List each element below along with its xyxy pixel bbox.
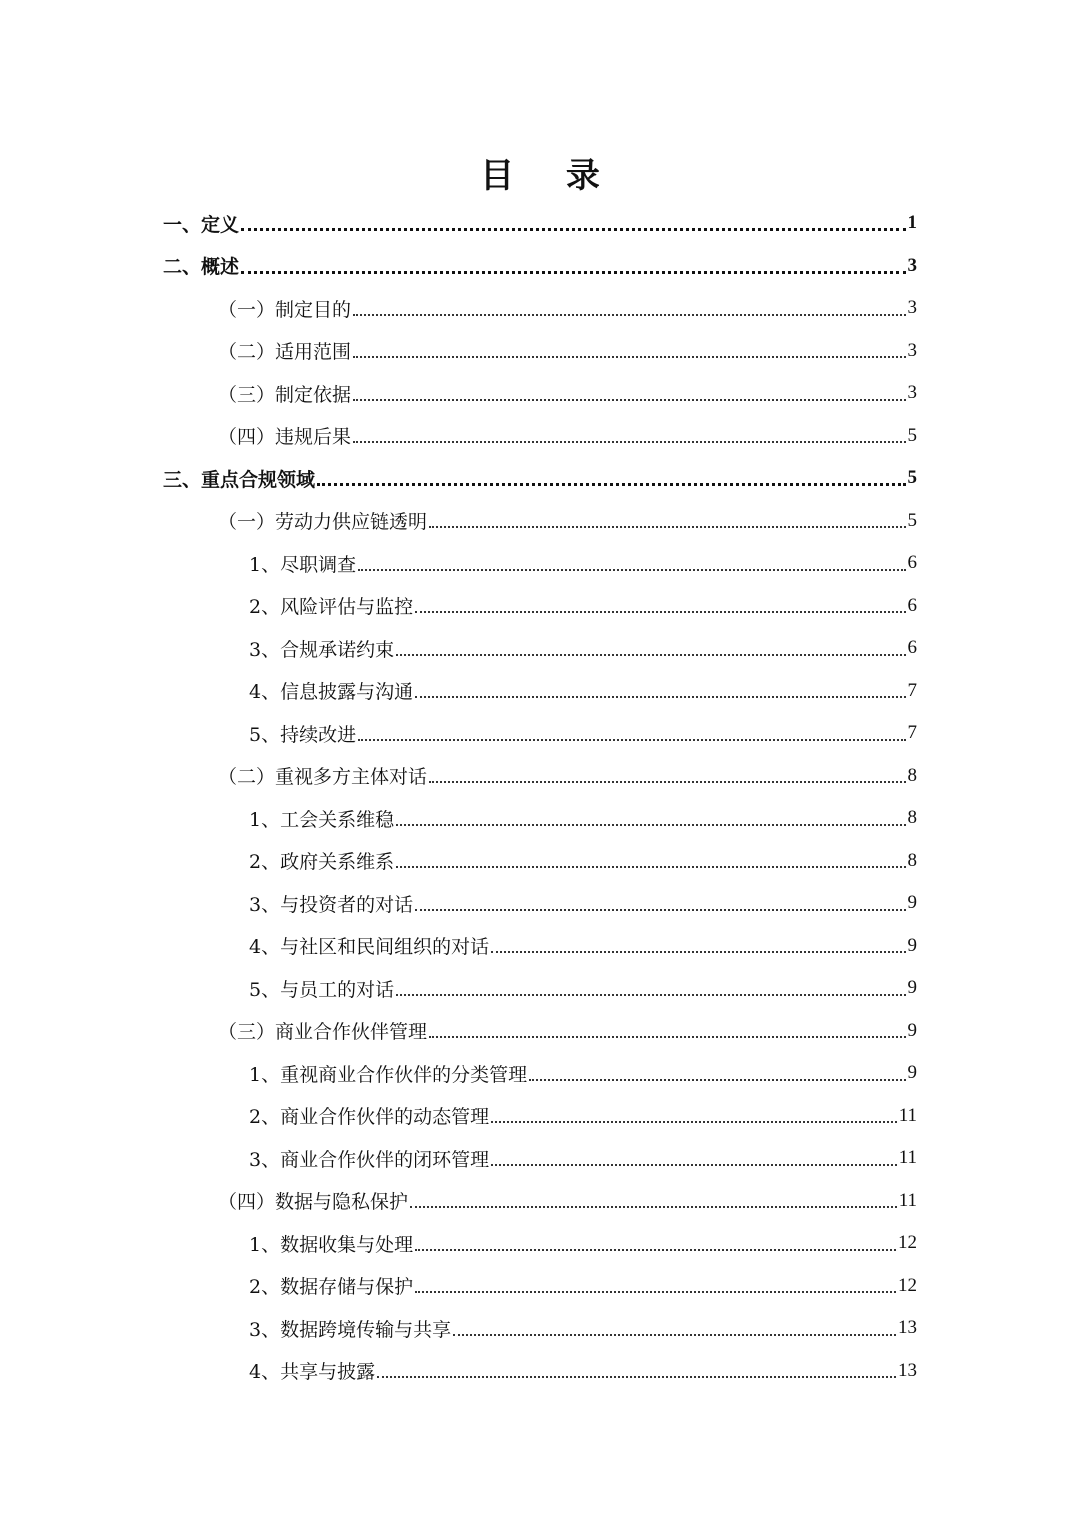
- toc-entry[interactable]: [0, 967, 917, 1010]
- toc-entry-page-number: 5: [907, 467, 917, 489]
- dot-leader: [491, 1120, 897, 1123]
- toc-entry-title: （四）数据与隐私保护: [218, 1191, 409, 1214]
- dot-leader: [491, 950, 905, 953]
- toc-entry[interactable]: [0, 500, 917, 543]
- toc-entry-page-number: 3: [907, 297, 917, 319]
- dot-leader: [410, 1205, 897, 1208]
- dot-leader: [396, 823, 905, 826]
- toc-entry-page-number: 8: [907, 807, 917, 829]
- toc-entry-title: 3、与投资者的对话: [249, 893, 414, 916]
- toc-entry-title: 1、工会关系维稳: [249, 808, 395, 831]
- toc-entry-page-number: 6: [907, 637, 917, 659]
- dot-leader: [415, 908, 905, 911]
- toc-entry-page-number: 13: [898, 1359, 917, 1381]
- dot-leader: [353, 313, 905, 316]
- dot-leader: [317, 482, 905, 486]
- toc-entry-title: 2、政府关系维系: [249, 851, 395, 874]
- toc-entry[interactable]: [0, 1265, 917, 1308]
- toc-entry[interactable]: [0, 1222, 917, 1265]
- toc-list: [0, 202, 1080, 1392]
- toc-entry-title: 4、与社区和民间组织的对话: [249, 936, 490, 959]
- toc-entry-title: 3、数据跨境传输与共享: [249, 1318, 452, 1341]
- toc-entry[interactable]: [0, 1095, 917, 1138]
- dot-leader: [241, 270, 905, 274]
- toc-entry-title: （四）违规后果: [218, 426, 352, 449]
- toc-entry[interactable]: [0, 542, 917, 585]
- dot-leader: [353, 398, 905, 401]
- toc-entry-title: （二）重视多方主体对话: [218, 766, 428, 789]
- toc-entry-title: 一、定义: [163, 213, 240, 236]
- dot-leader: [415, 610, 905, 613]
- dot-leader: [353, 440, 905, 443]
- toc-entry-title: （三）商业合作伙伴管理: [218, 1021, 428, 1044]
- toc-entry-title: （二）适用范围: [218, 341, 352, 364]
- toc-entry-page-number: 11: [898, 1189, 917, 1211]
- toc-entry-page-number: 9: [907, 1062, 917, 1084]
- toc-entry[interactable]: [0, 627, 917, 670]
- toc-entry-page-number: 3: [907, 254, 917, 276]
- dot-leader: [429, 525, 905, 528]
- toc-entry[interactable]: [0, 755, 917, 798]
- toc-entry-title: （一）制定目的: [218, 298, 352, 321]
- dot-leader: [415, 1290, 896, 1293]
- toc-entry-title: （一）劳动力供应链透明: [218, 511, 428, 534]
- toc-entry-page-number: 12: [898, 1274, 917, 1296]
- dot-leader: [396, 865, 905, 868]
- toc-entry[interactable]: [0, 840, 917, 883]
- toc-entry-page-number: 8: [907, 849, 917, 871]
- toc-entry-page-number: 7: [907, 722, 917, 744]
- toc-entry-title: 3、合规承诺约束: [249, 638, 395, 661]
- toc-entry[interactable]: [0, 585, 917, 628]
- toc-entry[interactable]: [0, 372, 917, 415]
- toc-entry[interactable]: [0, 245, 917, 288]
- toc-entry-page-number: 12: [898, 1232, 917, 1254]
- toc-entry[interactable]: [0, 882, 917, 925]
- toc-entry-page-number: 11: [898, 1147, 917, 1169]
- toc-entry[interactable]: [0, 1052, 917, 1095]
- dot-leader: [529, 1078, 905, 1081]
- toc-entry[interactable]: [0, 925, 917, 968]
- toc-entry[interactable]: [0, 287, 917, 330]
- dot-leader: [429, 780, 905, 783]
- toc-entry[interactable]: [0, 797, 917, 840]
- toc-entry-page-number: 6: [907, 552, 917, 574]
- dot-leader: [453, 1333, 896, 1336]
- toc-entry-page-number: 6: [907, 594, 917, 616]
- toc-entry-title: 2、商业合作伙伴的动态管理: [249, 1106, 490, 1129]
- toc-entry-page-number: 5: [907, 424, 917, 446]
- toc-entry-title: 1、尽职调查: [249, 553, 357, 576]
- toc-entry-title: 1、重视商业合作伙伴的分类管理: [249, 1063, 528, 1086]
- toc-entry-page-number: 9: [907, 977, 917, 999]
- toc-entry[interactable]: [0, 1180, 917, 1223]
- toc-entry[interactable]: [0, 330, 917, 373]
- dot-leader: [353, 355, 905, 358]
- toc-entry[interactable]: [0, 1010, 917, 1053]
- toc-entry-title: 5、与员工的对话: [249, 978, 395, 1001]
- toc-entry-title: 三、重点合规领域: [163, 468, 316, 491]
- dot-leader: [415, 695, 905, 698]
- toc-entry-page-number: 9: [907, 934, 917, 956]
- toc-entry-page-number: 5: [907, 509, 917, 531]
- toc-entry-page-number: 7: [907, 679, 917, 701]
- page-title: 目 录: [480, 156, 620, 196]
- dot-leader: [491, 1163, 897, 1166]
- dot-leader: [396, 993, 905, 996]
- toc-entry-page-number: 9: [907, 1019, 917, 1041]
- dot-leader: [358, 568, 905, 571]
- toc-entry-title: （三）制定依据: [218, 383, 352, 406]
- toc-entry-title: 5、持续改进: [249, 723, 357, 746]
- dot-leader: [358, 738, 905, 741]
- toc-entry-page-number: 9: [907, 892, 917, 914]
- toc-entry-page-number: 3: [907, 339, 917, 361]
- toc-entry[interactable]: [0, 457, 917, 500]
- toc-entry-title: 2、数据存储与保护: [249, 1276, 414, 1299]
- dot-leader: [377, 1375, 896, 1378]
- toc-entry[interactable]: [0, 712, 917, 755]
- toc-entry-page-number: 11: [898, 1104, 917, 1126]
- dot-leader: [429, 1035, 905, 1038]
- toc-entry[interactable]: [0, 202, 917, 245]
- dot-leader: [241, 227, 905, 231]
- toc-entry-title: 2、风险评估与监控: [249, 596, 414, 619]
- toc-entry-title: 二、概述: [163, 256, 240, 279]
- toc-entry-title: 4、信息披露与沟通: [249, 681, 414, 704]
- toc-entry[interactable]: [0, 670, 917, 713]
- toc-entry-title: 3、商业合作伙伴的闭环管理: [249, 1148, 490, 1171]
- toc-entry[interactable]: [0, 1350, 917, 1393]
- toc-entry-title: 4、共享与披露: [249, 1361, 376, 1384]
- dot-leader: [396, 653, 905, 656]
- toc-entry-page-number: 13: [898, 1317, 917, 1339]
- toc-entry-page-number: 1: [907, 212, 917, 234]
- toc-entry-page-number: 3: [907, 382, 917, 404]
- toc-entry[interactable]: [0, 415, 917, 458]
- toc-entry[interactable]: [0, 1137, 917, 1180]
- dot-leader: [415, 1248, 896, 1251]
- toc-entry[interactable]: [0, 1307, 917, 1350]
- toc-entry-page-number: 8: [907, 764, 917, 786]
- toc-entry-title: 1、数据收集与处理: [249, 1233, 414, 1256]
